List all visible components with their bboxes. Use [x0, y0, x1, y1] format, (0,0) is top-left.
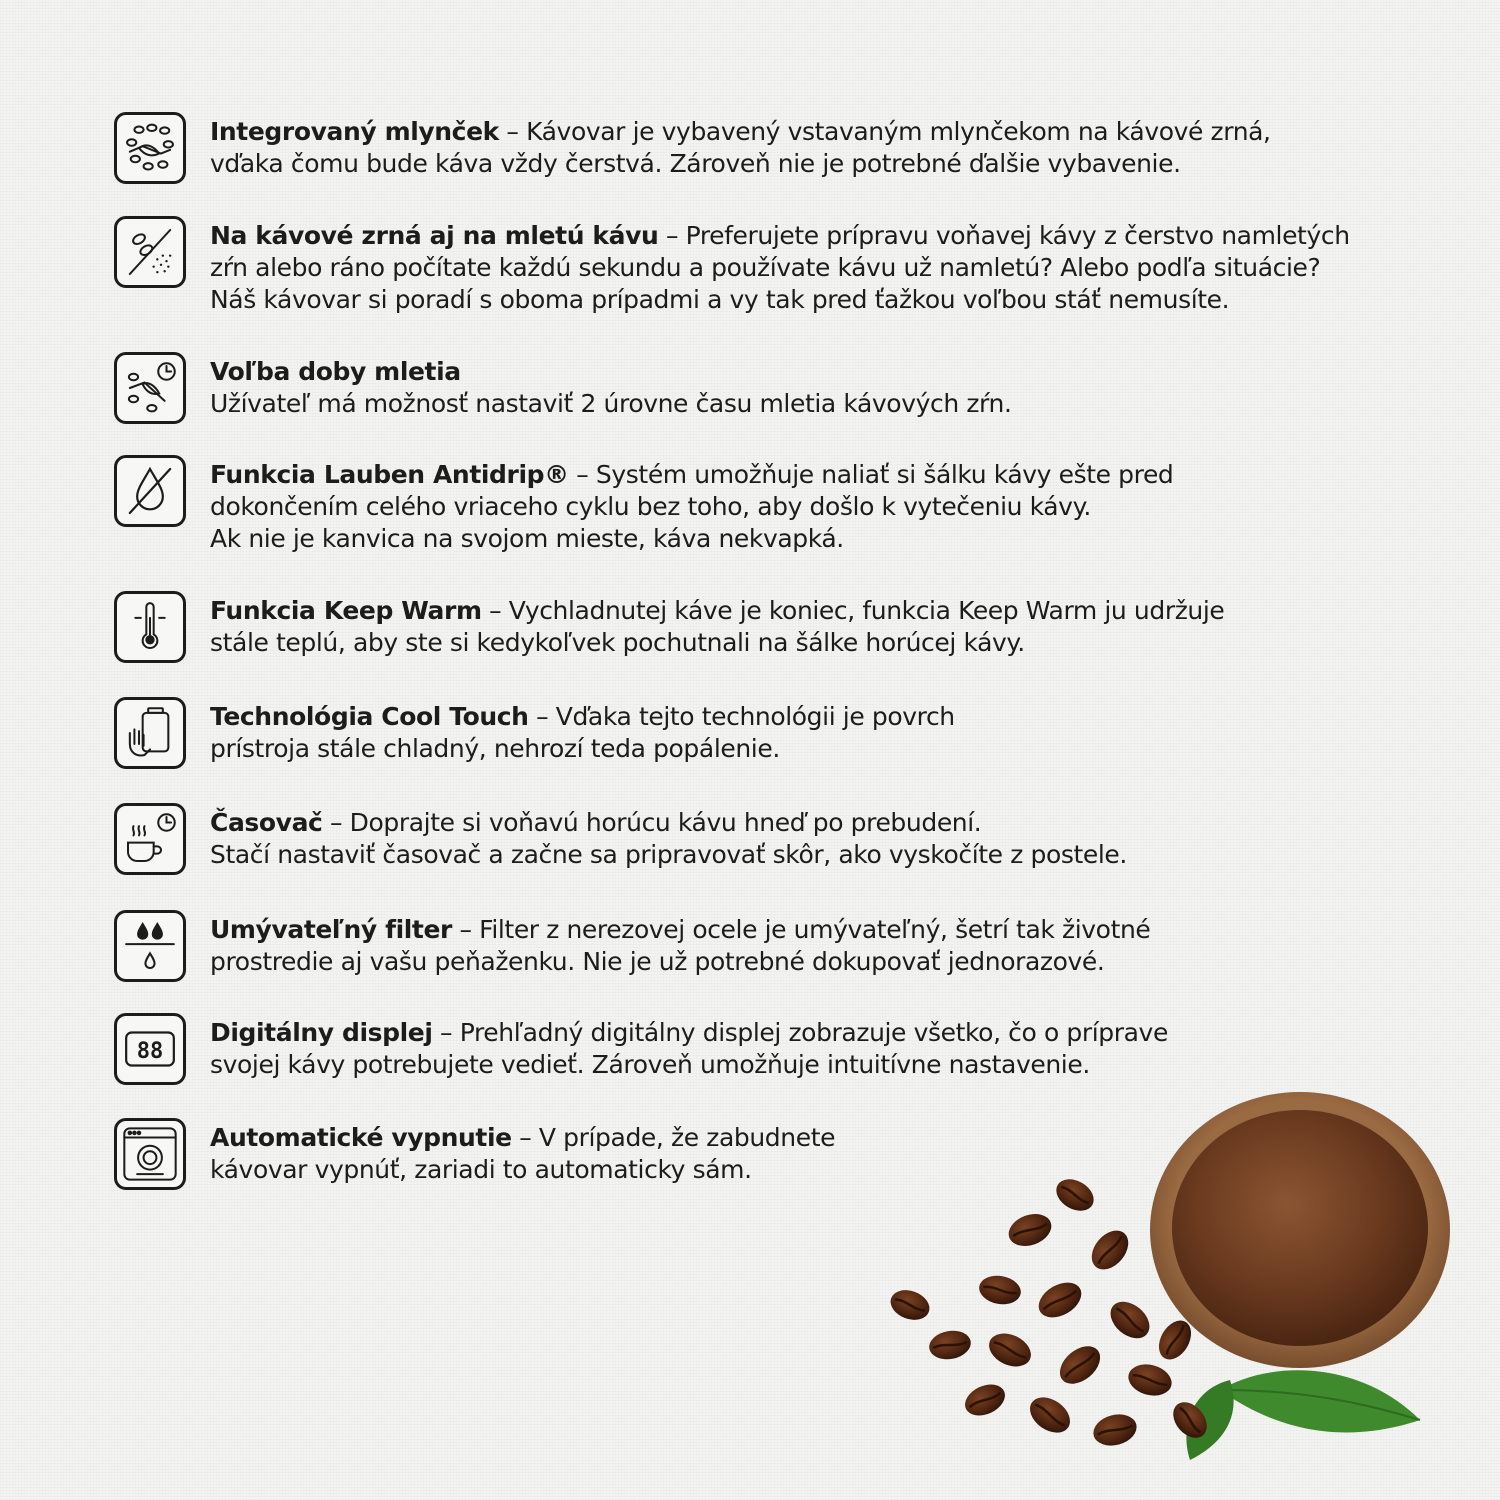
- timer-cup-icon: [114, 803, 186, 875]
- feature-text: prostredie aj vašu peňaženku. Nie je už potrebné dokupovať jednorazové.: [210, 947, 1105, 976]
- feature-title: Časovač: [210, 808, 323, 837]
- feature-text: – V prípade, že zabudnete: [511, 1123, 836, 1152]
- feature-title: Technológia Cool Touch: [210, 702, 529, 731]
- ground-coffee: [1172, 1110, 1428, 1346]
- feature-text: Užívateľ má možnosť nastaviť 2 úrovne času mletia kávových zŕn.: [210, 389, 1012, 418]
- feature-text: prístroja stále chladný, nehrozí teda popálenie.: [210, 734, 780, 763]
- leaf-right: [1220, 1370, 1420, 1432]
- feature-title: Na kávové zrná aj na mletú kávu: [210, 221, 659, 250]
- beans-and-ground-coffee-icon: [114, 216, 186, 288]
- coffee-bowl-beans-illustration: [890, 1090, 1450, 1470]
- washable-filter-icon: [114, 910, 186, 982]
- feature-text: Ak nie je kanvica na svojom mieste, káva nekvapká.: [210, 524, 844, 553]
- feature-title: Umývateľný filter: [210, 915, 452, 944]
- feature-title: Digitálny displej: [210, 1018, 433, 1047]
- auto-off-icon: [114, 1118, 186, 1190]
- feature-title: Automatické vypnutie: [210, 1123, 512, 1152]
- feature-text: Stačí nastaviť časovač a začne sa pripravovať skôr, ako vyskočíte z postele.: [210, 840, 1127, 869]
- digital-display-icon: [114, 1013, 186, 1085]
- feature-text: – Vďaka tejto technológii je povrch: [528, 702, 955, 731]
- feature-text: svojej kávy potrebujete vedieť. Zároveň umožňuje intuitívne nastavenie.: [210, 1050, 1090, 1079]
- antidrip-icon: [114, 455, 186, 527]
- thermometer-icon: [114, 591, 186, 663]
- cool-touch-hand-icon: [114, 697, 186, 769]
- feature-text: vďaka čomu bude káva vždy čerstvá. Zároveň nie je potrebné ďalšie vybavenie.: [210, 149, 1181, 178]
- display-digits: 88: [136, 1039, 164, 1065]
- feature-title: Funkcia Lauben Antidrip®: [210, 460, 569, 489]
- feature-title: Voľba doby mletia: [210, 357, 461, 386]
- grinding-time-icon: [114, 352, 186, 424]
- feature-text: Náš kávovar si poradí s oboma prípadmi a vy tak pred ťažkou voľbou stáť nemusíte.: [210, 285, 1230, 314]
- feature-text: – Doprajte si voňavú horúcu kávu hneď po prebudení.: [322, 808, 982, 837]
- feature-text: – Vychladnutej káve je koniec, funkcia Keep Warm ju udržuje: [481, 596, 1225, 625]
- feature-text: dokončením celého vriaceho cyklu bez toho, aby došlo k vytečeniu kávy.: [210, 492, 1091, 521]
- feature-text: stále teplú, aby ste si kedykoľvek pochutnali na šálke horúcej kávy.: [210, 628, 1025, 657]
- coffee-grinder-icon: [114, 112, 186, 184]
- feature-text: – Systém umožňuje naliať si šálku kávy ešte pred: [568, 460, 1174, 489]
- feature-text: – Prehľadný digitálny displej zobrazuje všetko, čo o príprave: [432, 1018, 1168, 1047]
- feature-text: zŕn alebo ráno počítate každú sekundu a používate kávu už namletú? Alebo podľa situácie?: [210, 253, 1321, 282]
- feature-text: – Filter z nerezovej ocele je umývateľný, šetrí tak životné: [451, 915, 1151, 944]
- feature-title: Integrovaný mlynček: [210, 117, 499, 146]
- feature-title: Funkcia Keep Warm: [210, 596, 482, 625]
- feature-text: – Kávovar je vybavený vstavaným mlynčekom na kávové zrná,: [498, 117, 1271, 146]
- feature-text: – Preferujete prípravu voňavej kávy z čerstvo namletých: [658, 221, 1350, 250]
- feature-text: kávovar vypnúť, zariadi to automaticky sám.: [210, 1155, 752, 1184]
